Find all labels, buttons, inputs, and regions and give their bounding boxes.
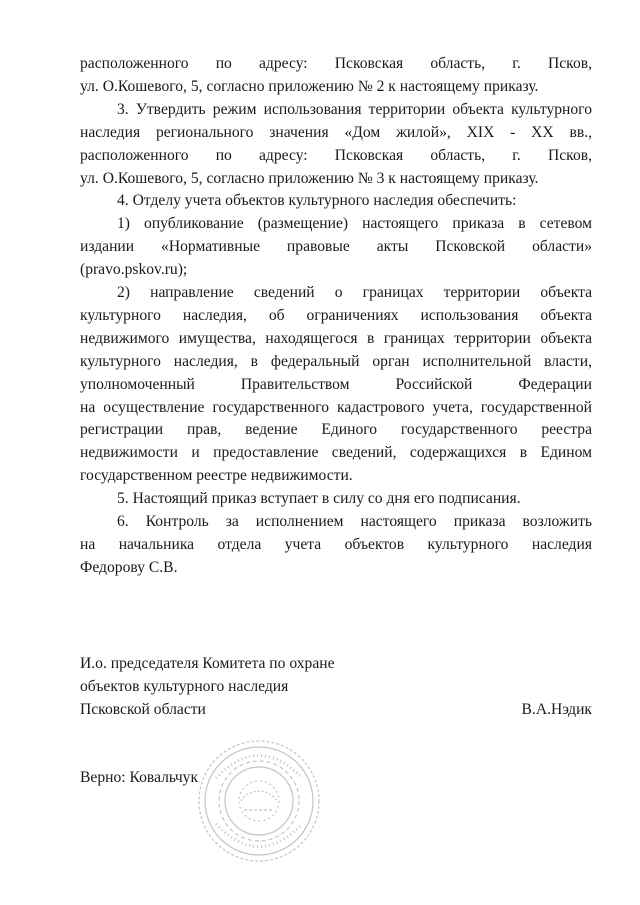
document-line: 2) направление сведений о границах территории объекта xyxy=(117,284,592,301)
document-line: 4. Отделу учета объектов культурного наследия обеспечить: xyxy=(117,192,517,210)
document-line: уполномоченный Правительством Российской Федерации xyxy=(80,375,592,393)
document-line: недвижимого имущества, находящегося в границах территории объекта xyxy=(80,329,592,347)
document-line: на осуществление государственного кадастрового учета, государственной xyxy=(80,398,592,416)
document-line: Федорову С.В. xyxy=(80,558,178,576)
document-line: расположенного по адресу: Псковская область, г. Псков, xyxy=(80,55,592,72)
document-line: 3. Утвердить режим использования территории объекта культурного xyxy=(117,100,592,118)
document-line: ул. О.Кошевого, 5, согласно приложению № 3 к настоящему приказу. xyxy=(80,169,539,187)
document-line: на начальника отдела учета объектов культурного наследия xyxy=(80,535,592,553)
document-line: ул. О.Кошевого, 5, согласно приложению № 2 к настоящему приказу. xyxy=(80,77,539,95)
document-line: издании «Нормативные правовые акты Псковской области» xyxy=(80,238,592,256)
document-line: 1) опубликование (размещение) настоящего приказа в сетевом xyxy=(117,215,592,233)
document-line: 6. Контроль за исполнением настоящего приказа возложить xyxy=(117,513,592,530)
round-seal-stamp-icon xyxy=(196,738,322,864)
document-line: культурного наследия, в федеральный орган исполнительной власти, xyxy=(80,352,592,370)
document-line: государственном реестре недвижимости. xyxy=(80,467,353,485)
document-line: 5. Настоящий приказ вступает в силу со дня его подписания. xyxy=(117,490,521,508)
signatory-name: В.А.Нэдик xyxy=(521,701,592,718)
document-line: наследия регионального значения «Дом жилой», XIX - XX вв., xyxy=(80,123,592,141)
signature-position-line-1: И.о. председателя Комитета по охране xyxy=(80,655,335,672)
document-line: регистрации прав, ведение Единого государственного реестра xyxy=(80,421,592,439)
signature-position-line-2: объектов культурного наследия xyxy=(80,678,289,695)
document-line: недвижимости и предоставление сведений, содержащихся в Едином xyxy=(80,444,592,462)
signature-position-line-3: Псковской области xyxy=(80,701,206,718)
document-line: культурного наследия, об ограничениях использования объекта xyxy=(80,306,592,324)
document-line: (pravo.pskov.ru); xyxy=(80,261,188,279)
certified-copy-note: Верно: Ковальчук xyxy=(80,769,199,786)
document-line: расположенного по адресу: Псковская область, г. Псков, xyxy=(80,146,592,164)
